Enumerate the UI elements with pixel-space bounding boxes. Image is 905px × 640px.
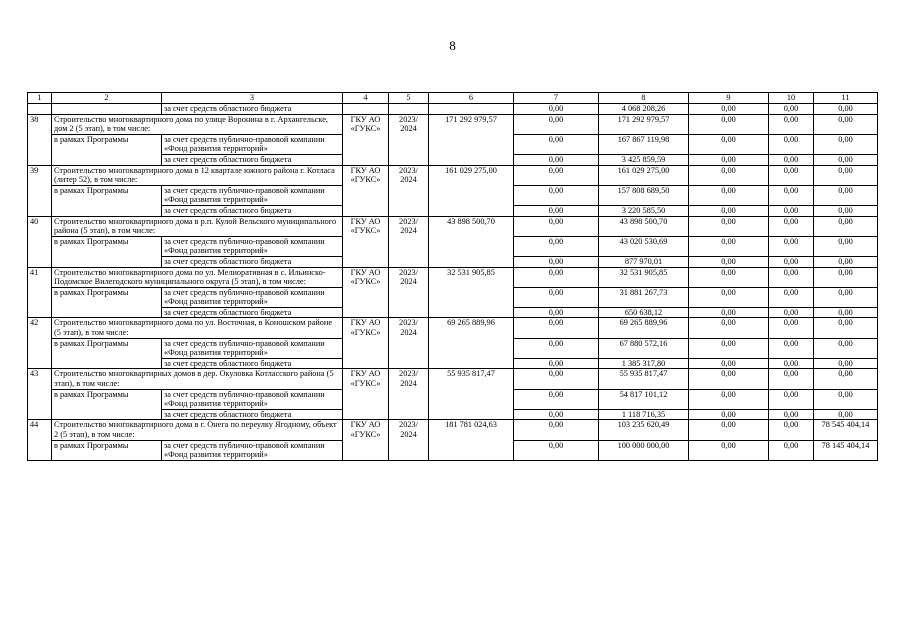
responsible-org: ГКУ АО «ГУКС»: [343, 114, 389, 165]
value-cell: 877 970,01: [599, 256, 689, 267]
header-cell: 9: [689, 93, 769, 104]
value-cell: 0,00: [814, 318, 878, 338]
value-cell: 0,00: [689, 236, 769, 256]
row-number: 42: [28, 318, 52, 369]
value-cell: 0,00: [514, 318, 599, 338]
value-cell: 0,00: [814, 134, 878, 154]
funding-source: за счет средств областного бюджета: [162, 256, 343, 267]
value-cell: 0,00: [769, 358, 814, 369]
funding-source: за счет средств областного бюджета: [162, 307, 343, 318]
funding-source: за счет средств областного бюджета: [162, 205, 343, 216]
value-cell: 0,00: [514, 440, 599, 460]
program-label: в рамках Программы: [52, 338, 162, 369]
funding-source: за счет средств публично-правовой компании «Фонд развития территорий»: [162, 338, 343, 358]
total-cost: 69 265 889,96: [429, 318, 514, 369]
table-row: [28, 114, 878, 134]
value-cell: 0,00: [514, 420, 599, 440]
value-cell: 0,00: [769, 389, 814, 409]
value-cell: 0,00: [514, 409, 599, 420]
value-cell: 0,00: [514, 358, 599, 369]
value-cell: 0,00: [514, 338, 599, 358]
years: 2023/ 2024: [389, 267, 429, 318]
value-cell: 0,00: [689, 205, 769, 216]
value-cell: 78 545 404,14: [814, 420, 878, 440]
value-cell: 0,00: [814, 185, 878, 205]
value-cell: 167 867 119,98: [599, 134, 689, 154]
project-name: Строительство многоквартирного дома по ул. Мелиоративная в с. Ильинско-Подомское Вилегодского муниципального округа (5 этап), в том числе:: [52, 267, 343, 287]
value-cell: 0,00: [689, 185, 769, 205]
row-number: 41: [28, 267, 52, 318]
value-cell: 54 817 101,12: [599, 389, 689, 409]
funding-source: за счет средств областного бюджета: [162, 358, 343, 369]
value-cell: 0,00: [814, 338, 878, 358]
years: 2023/ 2024: [389, 114, 429, 165]
value-cell: 0,00: [689, 154, 769, 165]
total-cost: 161 029 275,00: [429, 165, 514, 216]
value-cell: 43 898 500,70: [599, 216, 689, 236]
value-cell: 0,00: [514, 104, 599, 115]
value-cell: 0,00: [689, 134, 769, 154]
years: 2023/ 2024: [389, 369, 429, 420]
value-cell: 0,00: [769, 104, 814, 115]
years: 2023/ 2024: [389, 420, 429, 460]
value-cell: 0,00: [689, 114, 769, 134]
value-cell: 78 145 404,14: [814, 440, 878, 460]
value-cell: 0,00: [689, 389, 769, 409]
value-cell: 0,00: [814, 236, 878, 256]
value-cell: 161 029 275,00: [599, 165, 689, 185]
value-cell: 0,00: [689, 104, 769, 115]
table-row: [28, 165, 878, 185]
row-number: 40: [28, 216, 52, 267]
value-cell: 0,00: [689, 440, 769, 460]
value-cell: 0,00: [689, 369, 769, 389]
years: 2023/ 2024: [389, 318, 429, 369]
project-name: Строительство многоквартирных домов в дер. Окуловка Котласского района (5 этап), в том числе:: [52, 369, 343, 389]
funding-source: за счет средств областного бюджета: [162, 409, 343, 420]
value-cell: 0,00: [769, 134, 814, 154]
value-cell: 0,00: [769, 287, 814, 307]
value-cell: 0,00: [814, 256, 878, 267]
header-cell: 2: [52, 93, 162, 104]
value-cell: 0,00: [689, 307, 769, 318]
value-cell: 0,00: [514, 185, 599, 205]
responsible-org: ГКУ АО «ГУКС»: [343, 165, 389, 216]
program-label: в рамках Программы: [52, 185, 162, 216]
value-cell: 0,00: [689, 338, 769, 358]
program-label: в рамках Программы: [52, 236, 162, 267]
value-cell: 0,00: [769, 409, 814, 420]
value-cell: 0,00: [514, 205, 599, 216]
header-row: [28, 93, 878, 104]
budget-table: [27, 92, 878, 461]
value-cell: 0,00: [689, 267, 769, 287]
project-name: Строительство многоквартирного дома в 12 квартале южного района г. Котласа (литер 52), в том числе:: [52, 165, 343, 185]
value-cell: 0,00: [769, 154, 814, 165]
funding-source: за счет средств публично-правовой компании «Фонд развития территорий»: [162, 389, 343, 409]
value-cell: 1 385 317,80: [599, 358, 689, 369]
funding-source: за счет средств публично-правовой компании «Фонд развития территорий»: [162, 287, 343, 307]
value-cell: 157 808 689,50: [599, 185, 689, 205]
value-cell: 4 068 208,26: [599, 104, 689, 115]
value-cell: 0,00: [769, 114, 814, 134]
project-name: Строительство многоквартирного дома в р.п. Кулой Вельского муниципального района (5 этап), в том числе:: [52, 216, 343, 236]
value-cell: 0,00: [769, 256, 814, 267]
value-cell: 103 235 620,49: [599, 420, 689, 440]
funding-source: за счет средств областного бюджета: [162, 104, 343, 115]
value-cell: 0,00: [769, 216, 814, 236]
total-cost: 181 781 024,63: [429, 420, 514, 460]
funding-source: за счет средств публично-правовой компании «Фонд развития территорий»: [162, 440, 343, 460]
value-cell: 0,00: [514, 267, 599, 287]
total-cost: 55 935 817,47: [429, 369, 514, 420]
value-cell: 0,00: [814, 165, 878, 185]
header-cell: 5: [389, 93, 429, 104]
page-number: 8: [449, 38, 456, 53]
header-cell: 4: [343, 93, 389, 104]
total-cost: 43 898 500,70: [429, 216, 514, 267]
header-cell: 3: [162, 93, 343, 104]
value-cell: 0,00: [514, 165, 599, 185]
value-cell: 0,00: [814, 389, 878, 409]
value-cell: 69 265 889,96: [599, 318, 689, 338]
row-number: 38: [28, 114, 52, 165]
row-number: 43: [28, 369, 52, 420]
value-cell: 0,00: [689, 358, 769, 369]
value-cell: 0,00: [514, 389, 599, 409]
responsible-org: ГКУ АО «ГУКС»: [343, 318, 389, 369]
years: 2023/ 2024: [389, 165, 429, 216]
table-row: [28, 104, 878, 115]
value-cell: 0,00: [514, 114, 599, 134]
value-cell: 0,00: [514, 307, 599, 318]
value-cell: 0,00: [769, 369, 814, 389]
value-cell: 0,00: [814, 307, 878, 318]
value-cell: 0,00: [514, 154, 599, 165]
table-row: [28, 267, 878, 287]
value-cell: 0,00: [814, 154, 878, 165]
value-cell: 43 020 530,69: [599, 236, 689, 256]
value-cell: 0,00: [769, 205, 814, 216]
value-cell: 0,00: [514, 256, 599, 267]
header-cell: 11: [814, 93, 878, 104]
value-cell: 0,00: [814, 369, 878, 389]
value-cell: 0,00: [814, 287, 878, 307]
value-cell: 0,00: [814, 216, 878, 236]
value-cell: 0,00: [769, 338, 814, 358]
value-cell: 32 531 905,85: [599, 267, 689, 287]
value-cell: 100 000 000,00: [599, 440, 689, 460]
table-row: [28, 369, 878, 389]
value-cell: 0,00: [814, 358, 878, 369]
value-cell: 0,00: [689, 165, 769, 185]
funding-source: за счет средств публично-правовой компании «Фонд развития территорий»: [162, 134, 343, 154]
value-cell: 0,00: [689, 409, 769, 420]
years: 2023/ 2024: [389, 216, 429, 267]
value-cell: 0,00: [514, 134, 599, 154]
value-cell: 0,00: [769, 318, 814, 338]
responsible-org: ГКУ АО «ГУКС»: [343, 267, 389, 318]
table-row: [28, 318, 878, 338]
value-cell: 0,00: [514, 216, 599, 236]
value-cell: 0,00: [769, 440, 814, 460]
project-name: Строительство многоквартирного дома по ул. Восточная, в Коношском районе (5 этап), в том числе:: [52, 318, 343, 338]
funding-source: за счет средств публично-правовой компании «Фонд развития территорий»: [162, 236, 343, 256]
value-cell: 0,00: [814, 205, 878, 216]
project-name: Строительство многоквартирного дома в г. Онега по переулку Ягодному, объект 2 (5 этап), в том числе:: [52, 420, 343, 440]
value-cell: 0,00: [514, 236, 599, 256]
table-row: [28, 216, 878, 236]
value-cell: 0,00: [769, 420, 814, 440]
total-cost: 32 531 905,85: [429, 267, 514, 318]
program-label: в рамках Программы: [52, 287, 162, 318]
value-cell: 171 292 979,57: [599, 114, 689, 134]
value-cell: 0,00: [689, 420, 769, 440]
responsible-org: ГКУ АО «ГУКС»: [343, 420, 389, 460]
header-cell: 7: [514, 93, 599, 104]
header-cell: 1: [28, 93, 52, 104]
row-number: 44: [28, 420, 52, 460]
responsible-org: ГКУ АО «ГУКС»: [343, 216, 389, 267]
program-label: в рамках Программы: [52, 440, 162, 460]
value-cell: 0,00: [769, 236, 814, 256]
value-cell: 0,00: [689, 287, 769, 307]
funding-source: за счет средств областного бюджета: [162, 154, 343, 165]
value-cell: 1 118 716,35: [599, 409, 689, 420]
value-cell: 0,00: [514, 287, 599, 307]
value-cell: 3 220 585,50: [599, 205, 689, 216]
row-number: 39: [28, 165, 52, 216]
program-label: в рамках Программы: [52, 389, 162, 420]
value-cell: 3 425 859,59: [599, 154, 689, 165]
value-cell: 0,00: [814, 409, 878, 420]
table-row: [28, 420, 878, 440]
value-cell: 0,00: [769, 307, 814, 318]
value-cell: 0,00: [769, 185, 814, 205]
value-cell: 0,00: [814, 267, 878, 287]
total-cost: 171 292 979,57: [429, 114, 514, 165]
header-cell: 6: [429, 93, 514, 104]
value-cell: 0,00: [769, 267, 814, 287]
responsible-org: ГКУ АО «ГУКС»: [343, 369, 389, 420]
header-cell: 8: [599, 93, 689, 104]
value-cell: 67 880 572,16: [599, 338, 689, 358]
project-name: Строительство многоквартирного дома по улице Воронина в г. Архангельске, дом 2 (5 этап), в том числе:: [52, 114, 343, 134]
value-cell: 0,00: [814, 114, 878, 134]
value-cell: 31 881 267,73: [599, 287, 689, 307]
value-cell: 650 638,12: [599, 307, 689, 318]
header-cell: 10: [769, 93, 814, 104]
funding-source: за счет средств публично-правовой компании «Фонд развития территорий»: [162, 185, 343, 205]
value-cell: 0,00: [769, 165, 814, 185]
value-cell: 0,00: [689, 216, 769, 236]
value-cell: 0,00: [689, 256, 769, 267]
value-cell: 0,00: [514, 369, 599, 389]
value-cell: 0,00: [814, 104, 878, 115]
value-cell: 0,00: [689, 318, 769, 338]
program-label: в рамках Программы: [52, 134, 162, 165]
value-cell: 55 935 817,47: [599, 369, 689, 389]
